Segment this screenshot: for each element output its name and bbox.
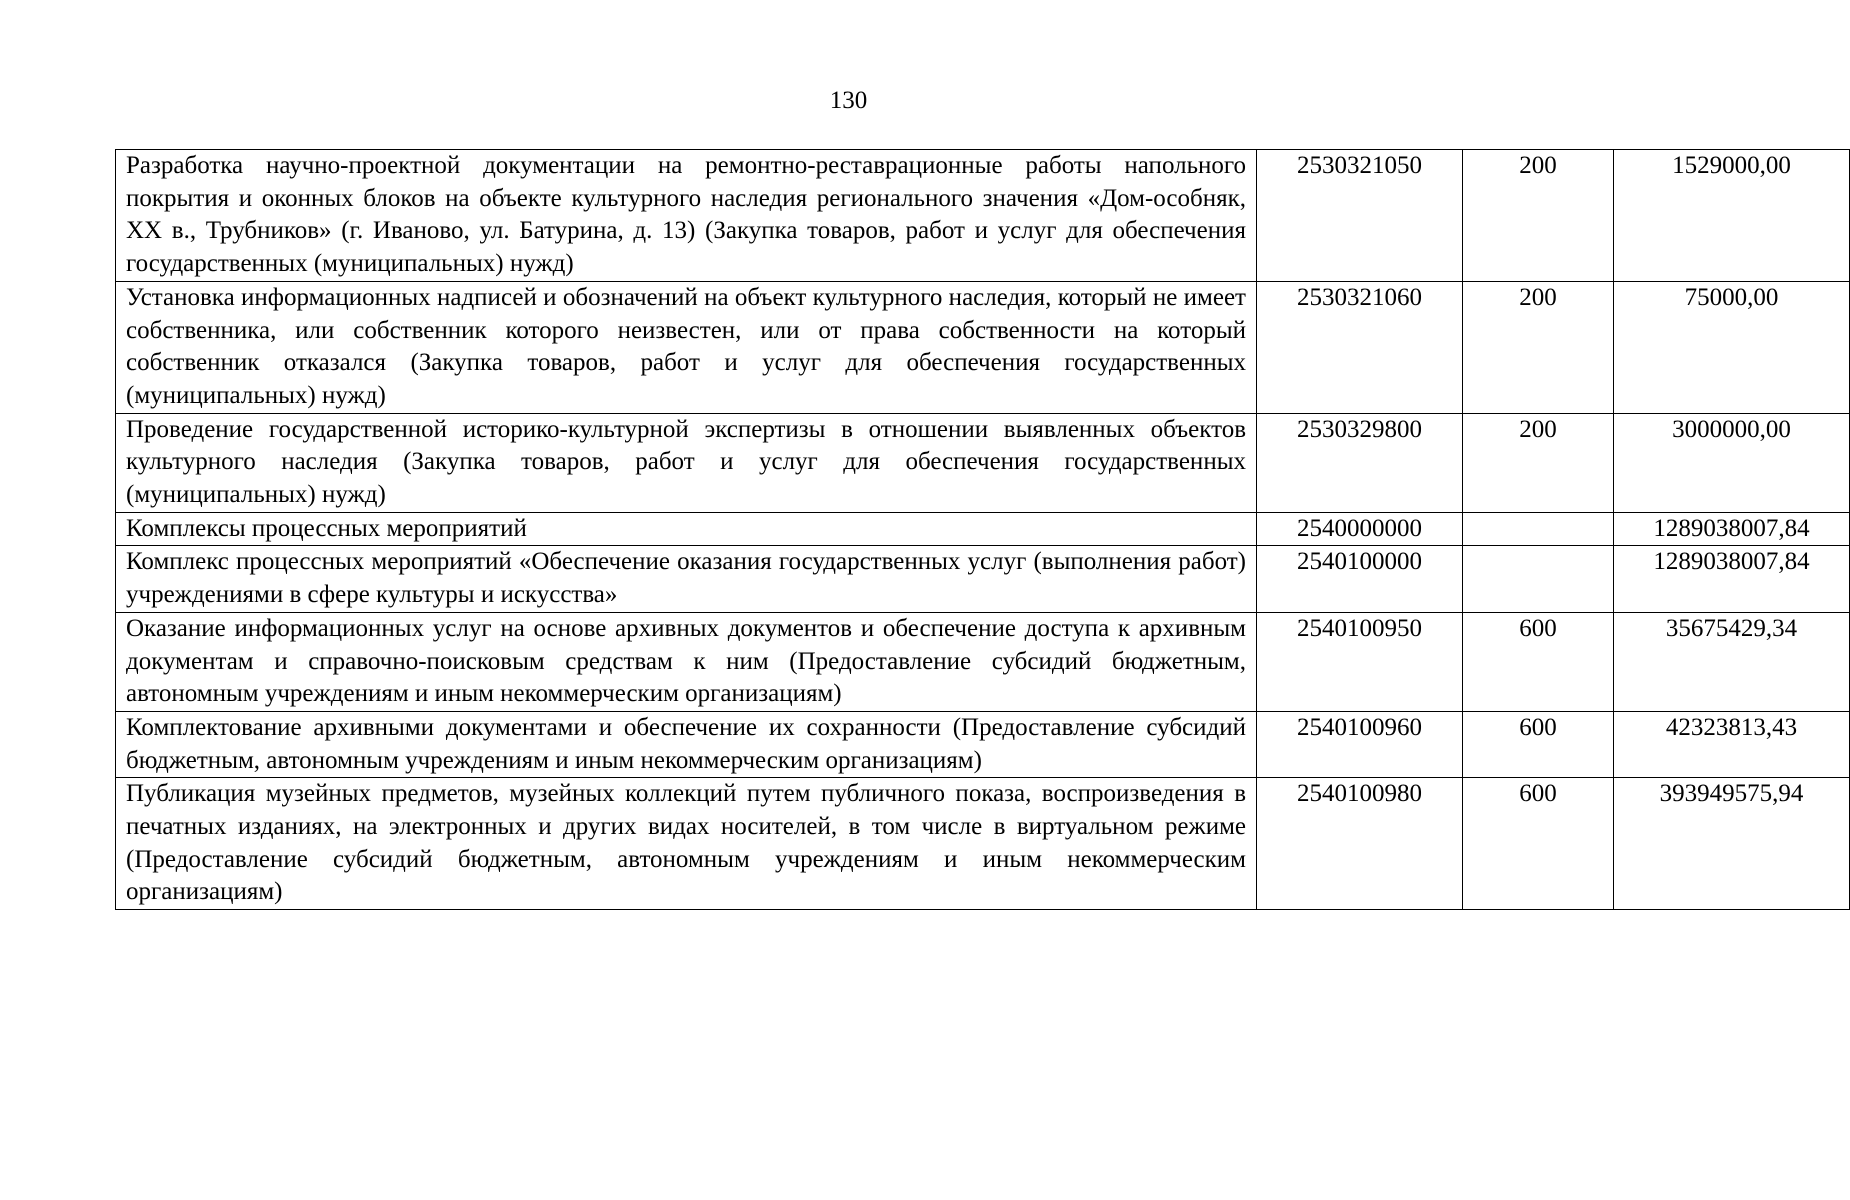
row-expense-type-cell: 200: [1463, 150, 1614, 282]
row-expense-type-cell: 600: [1463, 711, 1614, 777]
table-row: [116, 546, 1850, 612]
row-amount-cell: 393949575,94: [1614, 778, 1850, 910]
row-code-cell: 2540100960: [1257, 711, 1463, 777]
row-code-cell: 2540100950: [1257, 612, 1463, 711]
table-row: [116, 150, 1850, 282]
row-name-cell: Разработка научно-проектной документации на ремонтно-реставрационные работы напольного покрытия и оконных блоков на объекте культурного наследия регионального значения «Дом-особняк, XX в., Трубников» (г. Иваново, ул. Батурина, д. 13) (Закупка товаров, работ и услуг для обеспечения государственных (муниципальных) нужд): [116, 150, 1257, 282]
row-expense-type-cell: [1463, 546, 1614, 612]
row-expense-type-cell: 200: [1463, 413, 1614, 512]
row-amount-cell: 75000,00: [1614, 281, 1850, 413]
row-expense-type-cell: 600: [1463, 778, 1614, 910]
row-name-cell: Комплектование архивными документами и обеспечение их сохранности (Предоставление субсидий бюджетным, автономным учреждениям и иным некоммерческим организациям): [116, 711, 1257, 777]
page-number: 130: [829, 87, 868, 114]
row-name-cell: Комплекс процессных мероприятий «Обеспечение оказания государственных услуг (выполнения работ) учреждениями в сфере культуры и искусства»: [116, 546, 1257, 612]
row-name-cell: Оказание информационных услуг на основе архивных документов и обеспечение доступа к архивным документам и справочно-поисковым средствам к ним (Предоставление субсидий бюджетным, автономным учреждениям и иным некоммерческим организациям): [116, 612, 1257, 711]
row-amount-cell: 42323813,43: [1614, 711, 1850, 777]
table-row: [116, 413, 1850, 512]
table-row: [116, 512, 1850, 546]
row-name-cell: Проведение государственной историко-культурной экспертизы в отношении выявленных объектов культурного наследия (Закупка товаров, работ и услуг для обеспечения государственных (муниципальных) нужд): [116, 413, 1257, 512]
row-name-cell: Комплексы процессных мероприятий: [116, 512, 1257, 546]
table-row: [116, 711, 1850, 777]
row-expense-type-cell: 200: [1463, 281, 1614, 413]
row-code-cell: 2530329800: [1257, 413, 1463, 512]
row-expense-type-cell: 600: [1463, 612, 1614, 711]
row-expense-type-cell: [1463, 512, 1614, 546]
row-amount-cell: 3000000,00: [1614, 413, 1850, 512]
row-amount-cell: 1289038007,84: [1614, 512, 1850, 546]
table-row: [116, 778, 1850, 910]
row-amount-cell: 1289038007,84: [1614, 546, 1850, 612]
row-code-cell: 2530321050: [1257, 150, 1463, 282]
row-name-cell: Установка информационных надписей и обозначений на объект культурного наследия, который не имеет собственника, или собственник которого неизвестен, или от права собственности на который собственник отказался (Закупка товаров, работ и услуг для обеспечения государственных (муниципальных) нужд): [116, 281, 1257, 413]
table-row: [116, 612, 1850, 711]
budget-table: [115, 149, 1850, 910]
row-name-cell: Публикация музейных предметов, музейных коллекций путем публичного показа, воспроизведения в печатных изданиях, на электронных и других видах носителей, в том числе в виртуальном режиме (Предоставление субсидий бюджетным, автономным учреждениям и иным некоммерческим организациям): [116, 778, 1257, 910]
table-row: [116, 281, 1850, 413]
row-code-cell: 2540100000: [1257, 546, 1463, 612]
row-amount-cell: 35675429,34: [1614, 612, 1850, 711]
row-code-cell: 2540000000: [1257, 512, 1463, 546]
row-code-cell: 2530321060: [1257, 281, 1463, 413]
row-amount-cell: 1529000,00: [1614, 150, 1850, 282]
row-code-cell: 2540100980: [1257, 778, 1463, 910]
